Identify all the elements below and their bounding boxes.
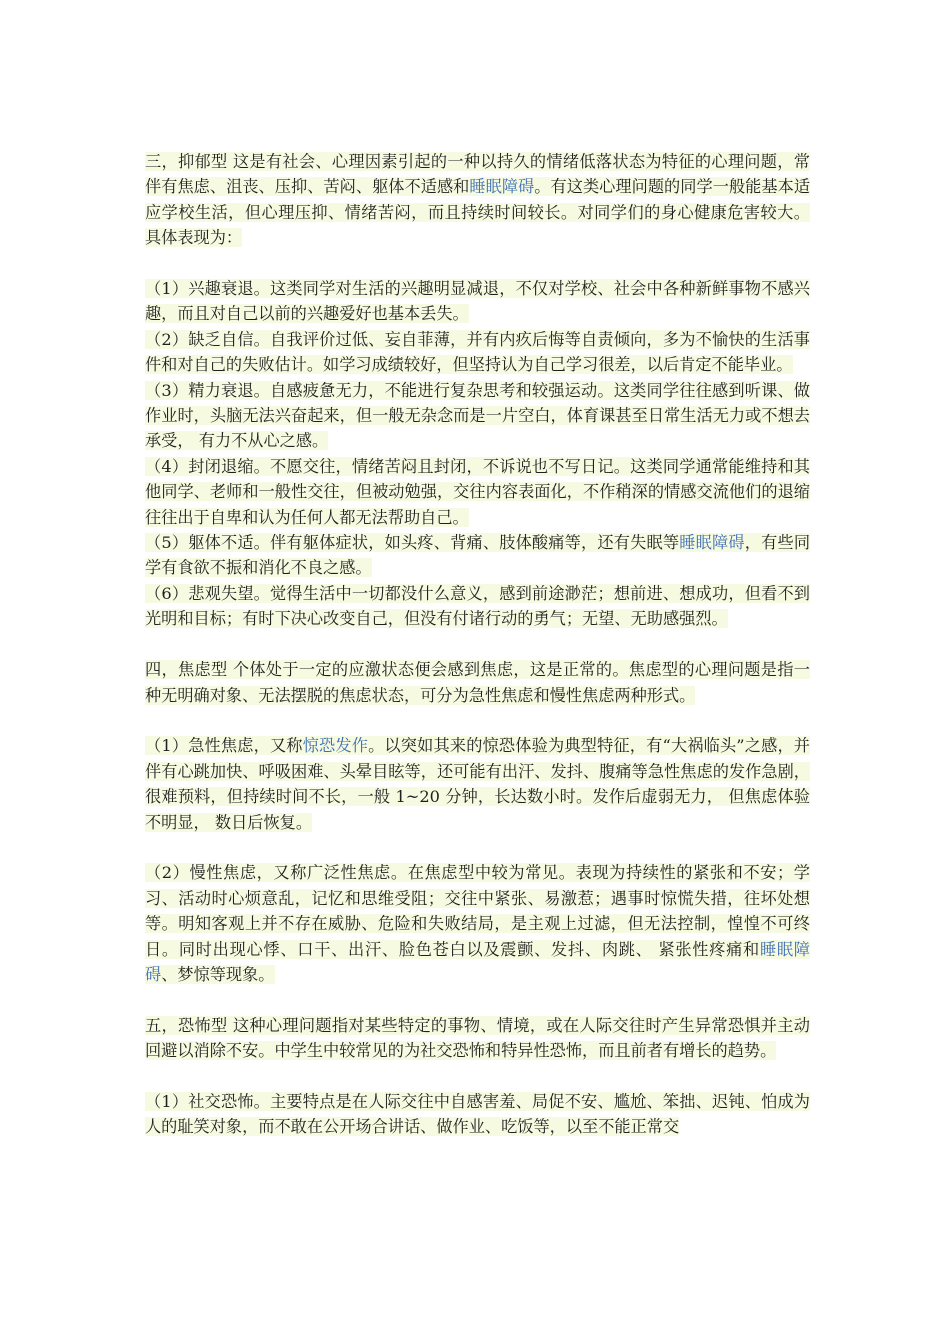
paragraph-spacer	[145, 987, 810, 1012]
paragraph	[145, 1013, 810, 1064]
keyword-link[interactable]: 惊恐发作	[302, 736, 369, 756]
paragraph-spacer	[145, 632, 810, 657]
paragraph	[145, 657, 810, 708]
text-run: （1）急性焦虑，又称	[145, 736, 303, 756]
keyword-link[interactable]: 睡眠障碍	[469, 177, 535, 197]
text-run: 四，焦虑型 个体处于一定的应激状态便会感到焦虑，这是正常的。焦虑型的心理问题是指一种无明确对象、无法摆脱的焦虑状态，可分为急性焦虑和慢性焦虑两种形式。	[145, 660, 810, 705]
highlighted-text	[145, 381, 810, 451]
highlighted-text	[145, 1016, 810, 1060]
keyword-link[interactable]: 睡眠障碍	[679, 533, 745, 553]
paragraph-spacer	[145, 251, 810, 276]
paragraph	[145, 378, 810, 454]
text-run: ，有些同学有食欲不振和消化不良之感。	[145, 533, 811, 578]
paragraph	[145, 860, 810, 987]
highlighted-text	[145, 533, 810, 577]
text-run: （2）慢性焦虑，又称广泛性焦虑。在焦虑型中较为常见。表现为持续性的紧张和不安；学习、活动时心烦意乱，记忆和思维受阻；交往中紧张、易激惹；遇事时惊慌失措，往坏处想等。明知客观上并不存在威胁、危险和失败结局，是主观上过滤，但无法控制，惶惶不可终日。同时出现心悸、口干、出汗、脸色苍白以及震颤、发抖、肉跳、 紧张性疼痛和	[145, 863, 810, 959]
highlighted-text	[145, 863, 810, 984]
paragraph	[145, 149, 810, 251]
text-run: （2）缺乏自信。自我评价过低、妄自菲薄，并有内疚后悔等自责倾向，多为不愉快的生活事件和对自己的失败估计。如学习成绩较好，但坚持认为自己学习很差，以后肯定不能毕业。	[145, 329, 810, 375]
paragraph-spacer	[145, 1064, 810, 1089]
paragraph	[145, 327, 810, 378]
highlighted-text	[145, 152, 810, 247]
keyword-link[interactable]: 睡眠障碍	[145, 939, 810, 984]
text-run: （6）悲观失望。觉得生活中一切都没什么意义，感到前途渺茫；想前进、想成功，但看不到光明和目标；有时下决心改变自己，但没有付诸行动的勇气；无望、无助感强烈。	[145, 583, 810, 629]
text-run: （4）封闭退缩。不愿交往，情绪苦闷且封闭，不诉说也不写日记。这类同学通常能维持和其他同学、老师和一般性交往，但被动勉强，交往内容表面化，不作稍深的情感交流他们的退缩往往出于自卑和认为任何人都无法帮助自己。	[145, 456, 810, 527]
paragraph	[145, 276, 810, 327]
highlighted-text	[145, 279, 810, 323]
highlighted-text	[145, 330, 810, 374]
paragraph	[145, 581, 810, 632]
text-run: 五，恐怖型 这种心理问题指对某些特定的事物、情境，或在人际交往时产生异常恐惧并主动回避以消除不安。中学生中较常见的为社交恐怖和特异性恐怖，而且前者有增长的趋势。	[145, 1015, 810, 1061]
paragraph	[145, 733, 810, 835]
document-body	[145, 149, 810, 1140]
text-run: （1）社交恐怖。主要特点是在人际交往中自感害羞、局促不安、尴尬、笨拙、迟钝、怕成为人的耻笑对象，而不敢在公开场合讲话、做作业、吃饭等，以至不能正常交	[145, 1091, 810, 1137]
highlighted-text	[145, 1092, 810, 1136]
paragraph-spacer	[145, 708, 810, 733]
highlighted-text	[145, 736, 810, 831]
text-run: （1）兴趣衰退。这类同学对生活的兴趣明显减退，不仅对学校、社会中各种新鲜事物不感兴趣，而且对自己以前的兴趣爱好也基本丢失。	[145, 279, 810, 324]
paragraph	[145, 530, 810, 581]
text-run: 。有这类心理问题的同学一般能基本适应学校生活，但心理压抑、情绪苦闷，而且持续时间较长。对同学们的身心健康危害较大。 具体表现为：	[145, 177, 811, 248]
text-run: （5）躯体不适。伴有躯体症状，如头疼、背痛、肢体酸痛等，还有失眠等	[145, 533, 680, 553]
text-run: 三，抑郁型 这是有社会、心理因素引起的一种以持久的情绪低落状态为特征的心理问题，常伴有焦虑、沮丧、压抑、苦闷、躯体不适感和	[145, 152, 810, 197]
text-run: 、梦惊等现象。	[161, 964, 275, 984]
paragraph-spacer	[145, 835, 810, 860]
text-run: （3）精力衰退。自感疲惫无力，不能进行复杂思考和较强运动。这类同学往往感到听课、做作业时，头脑无法兴奋起来，但一般无杂念而是一片空白，体育课甚至日常生活无力或不想去承受， 有力不从心之感。	[145, 380, 810, 451]
highlighted-text	[145, 660, 810, 704]
highlighted-text	[145, 457, 810, 527]
paragraph	[145, 1089, 810, 1140]
text-run: 。以突如其来的惊恐体验为典型特征，有“大祸临头”之感，并伴有心跳加快、呼吸困难、头晕目眩等，还可能有出汗、发抖、腹痛等急性焦虑的发作急剧，很难预料，但持续时间不长，一般 1~20 分钟，长达数小时。发作后虚弱无力， 但焦虑体验不明显， 数日后恢复。	[145, 736, 810, 832]
highlighted-text	[145, 584, 810, 628]
paragraph	[145, 454, 810, 530]
